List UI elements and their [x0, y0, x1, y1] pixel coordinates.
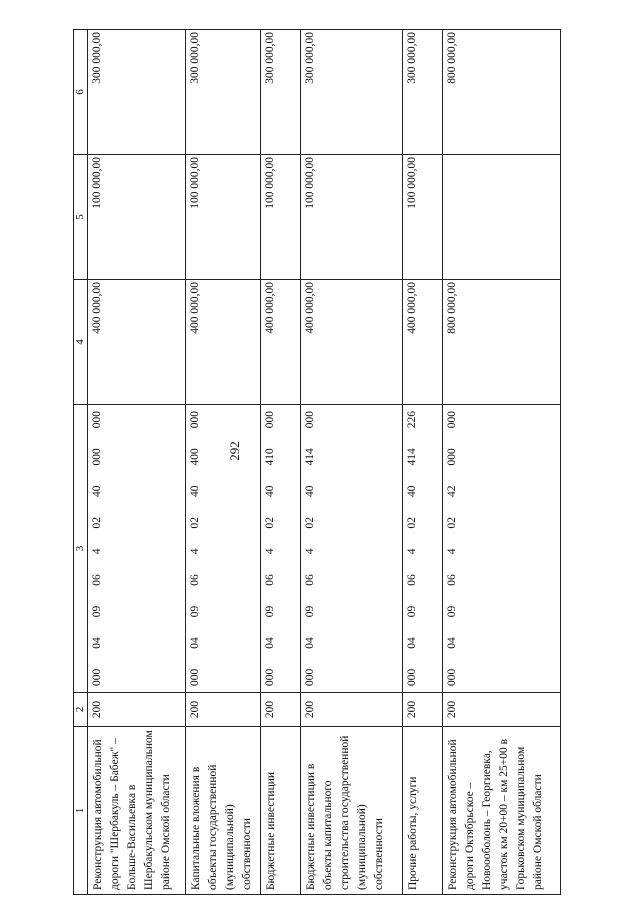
code-part: 000	[91, 668, 103, 686]
code-part: 000	[406, 668, 418, 686]
row-amount-col4: 400 000,00	[261, 280, 301, 405]
row-budget-code	[88, 405, 186, 693]
row-code-200: 200	[301, 693, 403, 727]
row-code-200: 200	[186, 693, 261, 727]
header-col-2: 2	[74, 693, 88, 727]
column-number-row	[74, 30, 88, 895]
code-part: 410	[264, 448, 276, 466]
code-part: 09	[264, 605, 276, 618]
header-col-1: 1	[74, 727, 88, 895]
code-part: 04	[264, 637, 276, 649]
code-part: 09	[91, 605, 103, 618]
row-code-200: 200	[88, 693, 186, 727]
row-amount-col5	[443, 155, 561, 280]
code-part: 06	[446, 574, 458, 586]
code-part: 414	[304, 448, 316, 466]
row-amount-col4: 400 000,00	[186, 280, 261, 405]
code-part: 226	[406, 411, 418, 429]
row-description: Капитальные вложения в объекты государственной (муниципальной) собственности	[186, 727, 261, 895]
table-row	[403, 30, 443, 895]
code-part: 09	[189, 605, 201, 618]
row-description: Бюджетные инвестиции в объекты капитального строительства государственной (муниципальной) собственности	[301, 727, 403, 895]
code-part: 06	[406, 574, 418, 586]
code-part: 000	[264, 411, 276, 429]
code-part: 4	[304, 548, 316, 555]
row-amount-col5: 100 000,00	[301, 155, 403, 280]
rotated-page-content	[73, 30, 601, 895]
code-part: 40	[304, 485, 316, 497]
code-part: 000	[446, 411, 458, 429]
code-part: 4	[406, 548, 418, 555]
code-part: 04	[446, 637, 458, 649]
row-code-200: 200	[443, 693, 561, 727]
code-part: 4	[189, 548, 201, 555]
code-part: 000	[189, 668, 201, 686]
code-part: 40	[91, 485, 103, 497]
code-part: 414	[406, 448, 418, 466]
code-part: 06	[264, 574, 276, 586]
code-part: 4	[91, 548, 103, 555]
code-part: 02	[91, 517, 103, 529]
row-amount-col6: 300 000,00	[301, 30, 403, 155]
row-amount-col6: 300 000,00	[261, 30, 301, 155]
code-part: 06	[91, 574, 103, 586]
code-part: 02	[189, 517, 201, 529]
code-part: 09	[446, 605, 458, 618]
code-part: 4	[446, 548, 458, 555]
row-amount-col6: 300 000,00	[403, 30, 443, 155]
code-part: 40	[189, 485, 201, 497]
code-part: 02	[304, 517, 316, 529]
code-part: 000	[264, 668, 276, 686]
row-description: Бюджетные инвестиции	[261, 727, 301, 895]
code-part: 04	[304, 637, 316, 649]
code-part: 02	[446, 517, 458, 529]
row-code-200: 200	[403, 693, 443, 727]
header-col-5: 5	[74, 155, 88, 280]
code-part: 400	[189, 448, 201, 466]
row-amount-col5: 100 000,00	[186, 155, 261, 280]
table-row	[261, 30, 301, 895]
code-part: 000	[304, 668, 316, 686]
row-code-200: 200	[261, 693, 301, 727]
table-row	[88, 30, 186, 895]
row-budget-code	[443, 405, 561, 693]
budget-table	[73, 29, 561, 895]
code-part: 02	[406, 517, 418, 529]
row-amount-col6: 300 000,00	[186, 30, 261, 155]
row-budget-code	[261, 405, 301, 693]
code-part: 000	[304, 411, 316, 429]
code-part: 09	[304, 605, 316, 618]
code-part: 000	[446, 448, 458, 466]
row-amount-col6: 300 000,00	[88, 30, 186, 155]
header-col-4: 4	[74, 280, 88, 405]
code-part: 04	[406, 637, 418, 649]
code-part: 06	[304, 574, 316, 586]
header-col-6: 6	[74, 30, 88, 155]
row-budget-code	[186, 405, 261, 693]
code-part: 42	[446, 485, 458, 497]
row-amount-col4: 400 000,00	[88, 280, 186, 405]
row-budget-code	[403, 405, 443, 693]
row-amount-col4: 400 000,00	[301, 280, 403, 405]
row-amount-col4: 400 000,00	[403, 280, 443, 405]
page-number: 292	[227, 441, 242, 461]
header-col-3: 3	[74, 405, 88, 693]
row-description: Реконструкция автомобильной дороги "Шербакуль – Бабеж" – Больше-Васильевка в Шербакульском муниципальном районе Омской области	[88, 727, 186, 895]
code-part: 40	[264, 485, 276, 497]
row-amount-col5: 100 000,00	[403, 155, 443, 280]
code-part: 4	[264, 548, 276, 555]
row-amount-col5: 100 000,00	[88, 155, 186, 280]
row-amount-col4: 800 000,00	[443, 280, 561, 405]
row-amount-col5: 100 000,00	[261, 155, 301, 280]
code-part: 000	[91, 448, 103, 466]
table-row	[443, 30, 561, 895]
code-part: 000	[446, 668, 458, 686]
row-description: Реконструкция автомобильной дороги Октябрьское – Новоооболонь – Георгиевка, участок км 20+00 – км 25+00 в Горьковском муниципальном районе Омской области	[443, 727, 561, 895]
row-amount-col6: 800 000,00	[443, 30, 561, 155]
code-part: 000	[189, 411, 201, 429]
table-row	[301, 30, 403, 895]
code-part: 04	[91, 637, 103, 649]
code-part: 09	[406, 605, 418, 618]
row-description: Прочие работы, услуги	[403, 727, 443, 895]
table-row	[186, 30, 261, 895]
code-part: 000	[91, 411, 103, 429]
code-part: 40	[406, 485, 418, 497]
row-budget-code	[301, 405, 403, 693]
code-part: 02	[264, 517, 276, 529]
code-part: 04	[189, 637, 201, 649]
code-part: 06	[189, 574, 201, 586]
